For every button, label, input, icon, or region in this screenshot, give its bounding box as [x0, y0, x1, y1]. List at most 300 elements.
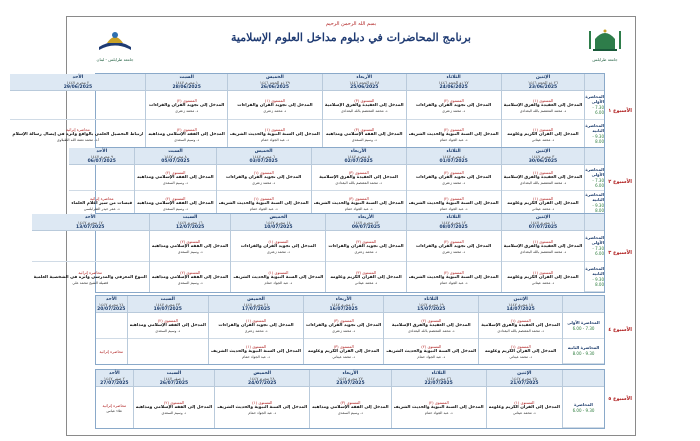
instructor-name: أ.د. محمد نعمة الله الطبلاوي [56, 137, 100, 142]
lecture-cell[interactable] [135, 165, 215, 191]
day-header [231, 214, 325, 231]
instructor-name: د. محمد المعتصم بالله البغدادي [497, 329, 544, 333]
course-title: المدخل إلى السنة النبوية والحديث الشريف [233, 274, 324, 280]
instructor-name: د. عبد الجواد حمام [439, 280, 468, 285]
logo-left-text: جامعة طرابلس - لبنان [96, 57, 134, 62]
course-title: المدخل إلى القرآن الكريم وعلومه [507, 131, 579, 137]
day-column [134, 148, 215, 216]
bismillah: بسم الله الرحمن الرحيم [325, 21, 377, 27]
day-header [209, 296, 303, 313]
lecture-cell[interactable] [228, 120, 322, 148]
lecture-cell[interactable] [502, 231, 585, 262]
gregorian-date: 26/06/2025 [260, 84, 290, 90]
lecture-cell[interactable] [217, 165, 311, 191]
course-title: المدخل إلى العقيدة والفرق الإسلامية [503, 243, 583, 249]
course-title: المدخل إلى العقيدة والفرق الإسلامية [324, 102, 404, 108]
instructor-name: د. وسيم السعدي [162, 207, 188, 211]
course-title: المدخل إلى القرآن الكريم وعلومه [330, 274, 402, 280]
lecture-cell[interactable] [323, 120, 406, 148]
hijri-date: ٢٦ ذو الحجة ١٤٤٦ [527, 79, 558, 85]
slot-column [562, 296, 604, 364]
lecture-cell[interactable] [146, 91, 226, 120]
day-header [69, 148, 134, 165]
level-label: محاضرة إثرائية [89, 196, 114, 201]
gregorian-date: 22/07/2025 [424, 380, 453, 386]
university-logo-right [581, 25, 629, 63]
instructor-name: د. عبد الجواد حمام [417, 355, 446, 359]
day-name: الأربعاء [335, 296, 352, 302]
hijri-date: ١ صفر ١٤٤٧ [163, 375, 185, 381]
day-name: الإثنين [535, 214, 551, 220]
instructor-name: د. عبد الجواد حمام [264, 280, 293, 285]
level-label: المستوى (٢) [157, 318, 178, 323]
instructor-name: د. وسيم السعدي [174, 137, 200, 142]
instructor-name: د. محمد زعتري [175, 108, 199, 113]
course-title: المدخل إلى تجويد القرآن والقراءات [218, 323, 294, 328]
slot-label [585, 231, 604, 262]
level-label: المستوى (١) [532, 126, 554, 132]
hijri-date: ٢٩ ذو الحجة ١٤٤٦ [259, 79, 290, 85]
day-name: السبت [179, 74, 194, 80]
day-header [304, 296, 383, 313]
hijri-date: ١٧ محرم ١٤٤٧ [77, 219, 103, 225]
hijri-date: ٢٧ ذو الحجة ١٤٤٦ [438, 79, 469, 85]
day-name: الإثنين [513, 296, 528, 302]
lecture-cell[interactable] [502, 91, 585, 120]
hijri-date: ٣ محرم ١٤٤٧ [531, 153, 555, 159]
gregorian-date: 19/07/2025 [153, 306, 182, 312]
instructor-name: د. وسيم السعدي [337, 411, 363, 415]
slot-label [563, 313, 604, 339]
day-column [96, 370, 133, 428]
lecture-cell[interactable] [128, 313, 208, 339]
course-title: المدخل إلى تجويد القرآن والقراءات [240, 243, 316, 249]
day-column [227, 74, 322, 148]
day-column [69, 148, 134, 216]
hijri-date: ٢٦ محرم ١٤٤٧ [426, 375, 452, 381]
level-label: المستوى (١) [532, 196, 554, 201]
day-header [407, 148, 501, 165]
course-title: المدخل إلى القرآن الكريم وعلومه [307, 349, 380, 354]
level-label: المستوى (١) [532, 170, 554, 175]
slot-time: 7.30 - 6.00 [592, 177, 604, 188]
week-table [95, 295, 605, 365]
course-title: المدخل إلى السنة النبوية والحديث الشريف [313, 201, 404, 206]
level-label: المستوى (٣) [333, 318, 354, 323]
instructor-name: د. عبد الجواد حمام [249, 207, 278, 211]
day-name: الثلاثاء [446, 74, 461, 80]
day-column [127, 296, 208, 364]
lecture-cell[interactable] [407, 165, 501, 191]
instructor-name: د. محمد زعتري [442, 181, 466, 185]
course-title: المدخل إلى السنة النبوية والحديث الشريف [408, 131, 499, 137]
gregorian-date: 15/07/2025 [417, 306, 446, 312]
day-column [501, 74, 585, 148]
lecture-cell[interactable] [96, 387, 133, 428]
instructor-name: د. محمد المعتصم بالله البغدادي [519, 181, 567, 185]
hijri-date: ٢٤ محرم ١٤٤٧ [98, 301, 124, 307]
instructor-name: د. محمد المعتصم بالله البغدادي [408, 329, 455, 333]
gregorian-date: 30/06/2025 [528, 158, 558, 164]
lecture-cell[interactable] [384, 339, 478, 364]
instructor-name: د. وسيم السعدي [177, 280, 203, 285]
instructor-name: فضيلة الشيخ محمد علي [72, 280, 109, 285]
hijri-date: ٩ محرم ١٤٤٧ [90, 153, 114, 159]
instructor-name: د. وسيم السعدي [161, 411, 187, 415]
day-header [135, 148, 215, 165]
lecture-cell[interactable] [407, 231, 501, 262]
gregorian-date: 01/07/2025 [439, 158, 468, 164]
instructor-name: د. محمد عيتاني [531, 207, 555, 211]
day-column [303, 296, 383, 364]
gregorian-date: 29/06/2025 [63, 84, 93, 90]
instructor-name: د. وسيم السعدي [177, 249, 203, 254]
course-title: المدخل إلى الفقه الإسلامي ومذاهبه [151, 274, 229, 280]
gregorian-date: 23/06/2025 [528, 84, 558, 90]
instructor-name: د. عمر حيدر الطرابلسي [83, 207, 120, 211]
day-name: الإثنين [535, 74, 551, 80]
level-label: المستوى (١) [532, 97, 554, 103]
course-title: المدخل إلى القرآن الكريم وعلومه [507, 274, 579, 280]
day-header [323, 74, 406, 91]
hijri-date: ١٦ محرم ١٤٤٧ [177, 219, 203, 225]
slot-time: 9.30 - 8.00 [592, 203, 604, 214]
course-title: المدخل إلى السنة النبوية والحديث الشريف [229, 131, 320, 137]
slot-time: 7.30 - 6.00 [572, 325, 595, 331]
gregorian-date: 14/07/2025 [506, 306, 535, 312]
lecture-cell[interactable] [96, 339, 127, 364]
hijri-date: ٢٠ محرم ١٤٤٧ [331, 301, 357, 307]
hijri-date: ١٣ محرم ١٤٤٧ [353, 219, 379, 225]
day-name: السبت [168, 148, 183, 154]
level-label: المستوى (٣) [348, 170, 369, 175]
course-title: المدخل إلى الفقه الإسلامي ومذاهبه [135, 405, 213, 410]
week-table [12, 73, 605, 149]
day-header [96, 296, 127, 313]
hijri-date: ٢٨ ذو الحجة ١٤٤٦ [349, 79, 380, 85]
instructor-name: د. محمد عيتاني [531, 280, 555, 285]
lecture-cell[interactable] [10, 120, 145, 148]
level-label: المستوى (١) [252, 400, 273, 405]
gregorian-date: 08/07/2025 [439, 224, 468, 230]
gregorian-date: 26/07/2025 [159, 380, 189, 386]
day-name: الأحد [105, 296, 117, 302]
day-name: الخميس [266, 74, 284, 80]
day-name: الأحد [108, 370, 120, 376]
lecture-cell[interactable] [215, 387, 309, 428]
level-label: المستوى (١) [253, 196, 274, 201]
lecture-cell[interactable] [312, 165, 406, 191]
hijri-date: ٢٨ محرم ١٤٤٧ [249, 375, 275, 381]
level-label: المستوى (١) [510, 344, 531, 349]
day-column [149, 214, 230, 292]
lecture-cell[interactable] [134, 387, 214, 428]
day-header [407, 214, 501, 231]
day-name: الثلاثاء [431, 370, 446, 376]
week-label: الأسبوع ٥ [608, 396, 632, 402]
instructor-name: د. محمد المعتصم بالله البغدادي [335, 181, 382, 185]
day-column [325, 214, 405, 292]
day-name: الإثنين [517, 370, 532, 376]
gregorian-date: 07/07/2025 [528, 224, 558, 230]
day-header [384, 296, 478, 313]
day-name: السبت [160, 296, 175, 302]
day-name: السبت [166, 370, 182, 376]
instructor-name: د. محمد عيتاني [332, 355, 355, 359]
level-label: محاضرة إثرائية [102, 402, 127, 408]
instructor-name: علاء عباس [106, 408, 123, 413]
day-column [216, 148, 311, 216]
lecture-cell[interactable] [407, 91, 501, 120]
day-name: الخميس [253, 370, 272, 376]
lecture-cell[interactable] [209, 339, 303, 364]
day-header [134, 370, 214, 387]
slot-label [585, 165, 604, 191]
mosque-logo-icon [585, 25, 625, 53]
level-label: محاضرة إثرائية [99, 348, 124, 354]
gregorian-date: 27/07/2025 [100, 380, 129, 386]
gregorian-date: 21/07/2025 [510, 380, 539, 386]
lecture-cell[interactable] [304, 313, 383, 339]
day-column [214, 370, 309, 428]
level-label: المستوى (١) [268, 238, 289, 244]
course-title: المدخل إلى الفقه الإسلامي ومذاهبه [148, 131, 225, 137]
slot-time: 9.30 - 8.00 [592, 133, 604, 144]
day-header [96, 370, 133, 387]
gregorian-date: 05/07/2025 [161, 158, 190, 164]
level-label: المستوى (٢) [165, 196, 186, 201]
day-column [322, 74, 406, 148]
gregorian-date: 16/07/2025 [329, 306, 358, 312]
slot-time: 9.30 - 8.00 [592, 276, 604, 287]
day-header [150, 214, 230, 231]
course-title: التنوع المعرفي والمدرسي وأثره في الشخصية العلمية [33, 274, 147, 280]
day-column [309, 370, 390, 428]
level-label: المستوى (٣) [355, 269, 377, 275]
instructor-name: د. محمد المعتصم بالله البغدادي [340, 108, 388, 113]
lecture-cell[interactable] [310, 387, 390, 428]
lecture-cell[interactable] [326, 231, 405, 262]
course-title: المدخل إلى الفقه الإسلامي ومذاهبه [137, 175, 214, 180]
day-name: الخميس [247, 296, 265, 302]
hijri-date: ١٩ محرم ١٤٤٧ [418, 301, 444, 307]
course-title: قبسات من سير أعلام العلماء [71, 201, 133, 206]
day-column [406, 214, 501, 292]
instructor-name: د. وسيم السعدي [155, 329, 181, 333]
lecture-cell[interactable] [150, 231, 230, 262]
lecture-cell[interactable] [231, 262, 325, 292]
gregorian-date: 10/07/2025 [264, 224, 293, 230]
course-title: المدخل إلى العقيدة والفرق الإسلامية [503, 175, 583, 180]
logo-right-text: جامعة طرابلس [592, 57, 618, 62]
schedule-page [12, 16, 636, 436]
day-column [96, 296, 127, 364]
page-title: برنامج المحاضرات في دبلوم مداخل العلوم الإسلامية [231, 31, 471, 44]
week-label: الأسبوع ١ [608, 108, 632, 114]
day-header [32, 214, 149, 231]
hijri-date: ١٢ محرم ١٤٤٧ [441, 219, 467, 225]
course-title: المدخل إلى العقيدة والفرق الإسلامية [481, 323, 560, 328]
slot-column [584, 214, 604, 292]
slot-name: المحاضرة الأولى [567, 319, 600, 325]
lecture-cell[interactable] [69, 165, 134, 191]
hijri-date: ٢٥ محرم ١٤٤٧ [511, 375, 537, 381]
day-header [407, 74, 501, 91]
instructor-name: د. محمد عيتاني [513, 411, 536, 415]
lecture-cell[interactable] [209, 313, 303, 339]
instructor-name: د. محمد زعتري [263, 108, 287, 113]
lecture-cell[interactable] [407, 262, 501, 292]
instructor-name: د. عبد الجواد حمام [439, 207, 468, 211]
level-label: المستوى (٣) [340, 400, 361, 405]
level-label: المستوى (١) [532, 238, 554, 244]
level-label: المستوى (١) [268, 269, 289, 275]
day-column [391, 370, 486, 428]
gregorian-date: 24/06/2025 [439, 84, 468, 90]
lecture-cell[interactable] [150, 262, 230, 292]
gregorian-date: 23/07/2025 [336, 380, 365, 386]
course-title: المدخل إلى السنة النبوية والحديث الشريف [408, 201, 499, 206]
lecture-cell[interactable] [479, 339, 562, 364]
lecture-cell[interactable] [392, 387, 486, 428]
lecture-cell[interactable] [502, 165, 585, 191]
instructor-name: د. عبد الجواد حمام [242, 355, 270, 359]
day-column [501, 148, 585, 216]
lecture-cell[interactable] [32, 262, 149, 292]
lecture-cell[interactable] [96, 313, 127, 339]
week-table [95, 369, 605, 429]
slot-name: المحاضرة الثانية [585, 265, 604, 276]
instructor-name: د. محمد زعتري [252, 181, 276, 185]
day-name: الثلاثاء [424, 296, 439, 302]
level-label: المستوى (٢) [443, 170, 464, 175]
day-header [502, 148, 585, 165]
day-header [310, 370, 390, 387]
level-label: المستوى (١) [514, 400, 535, 405]
lecture-cell[interactable] [326, 262, 405, 292]
course-title: المدخل إلى السنة النبوية والحديث الشريف [386, 349, 477, 354]
level-label: المستوى (١) [253, 170, 274, 175]
week-label: الأسبوع ٢ [608, 179, 632, 185]
week-label: الأسبوع ٤ [608, 327, 632, 333]
book-crest-icon [95, 29, 135, 53]
level-label: المستوى (٢) [165, 170, 186, 175]
lecture-cell[interactable] [487, 387, 562, 428]
day-name: الأربعاء [350, 148, 367, 154]
gregorian-date: 02/07/2025 [344, 158, 373, 164]
level-label: المستوى (١) [532, 269, 554, 275]
day-column [501, 214, 585, 292]
lecture-cell[interactable] [323, 91, 406, 120]
day-name: الأحد [96, 148, 108, 154]
course-title: المدخل إلى العقيدة والفرق الإسلامية [503, 102, 583, 108]
slot-label [585, 262, 604, 293]
level-label: المستوى (٢) [176, 126, 197, 132]
day-column [133, 370, 214, 428]
level-label: المستوى (٣) [355, 238, 377, 244]
level-label: المستوى (٣) [333, 344, 354, 349]
day-column [208, 296, 303, 364]
level-label: محاضرة إثرائية [78, 269, 103, 275]
day-header [146, 74, 226, 91]
gregorian-date: 09/07/2025 [351, 224, 381, 230]
lecture-cell[interactable] [479, 313, 562, 339]
hijri-date: ٢ صفر ١٤٤٧ [103, 375, 125, 381]
instructor-name: د. محمد زعتري [354, 249, 378, 254]
slot-name: المحاضرة الثانية [585, 192, 604, 203]
level-label: المستوى (٢) [176, 97, 197, 103]
gregorian-date: 25/06/2025 [350, 84, 379, 90]
day-column [406, 74, 501, 148]
day-name: الخميس [254, 148, 273, 154]
day-column [230, 214, 325, 292]
day-column [145, 74, 226, 148]
lecture-cell[interactable] [304, 339, 383, 364]
lecture-cell[interactable] [228, 91, 322, 120]
level-label: المستوى (٢) [421, 344, 442, 349]
day-name: الثلاثاء [446, 214, 461, 220]
hijri-date: ٦ محرم ١٤٤٧ [252, 153, 275, 159]
slot-name: المحاضرة [574, 401, 593, 407]
day-header [10, 74, 145, 91]
hijri-date: ٨ محرم ١٤٤٧ [164, 153, 187, 159]
course-title: المدخل إلى الفقه الإسلامي ومذاهبه [151, 243, 229, 249]
slot-name: المحاضرة الأولى [585, 166, 604, 177]
slot-time: 7.30 - 6.00 [592, 105, 604, 116]
lecture-cell[interactable] [384, 313, 478, 339]
slot-label [563, 339, 604, 365]
course-title: المدخل إلى تجويد القرآن والقراءات [415, 243, 492, 249]
lecture-cell[interactable] [502, 262, 585, 292]
week-table [33, 213, 605, 293]
lecture-cell[interactable] [502, 120, 585, 148]
course-title: المدخل إلى تجويد القرآن والقراءات [306, 323, 382, 328]
course-title: المدخل إلى تجويد القرآن والقراءات [415, 102, 492, 108]
day-header [128, 296, 208, 313]
level-label: المستوى (١) [245, 318, 267, 323]
lecture-cell[interactable] [128, 339, 208, 364]
level-label: المستوى (٢) [180, 269, 201, 275]
instructor-name: د. محمد المعتصم بالله البغدادي [519, 249, 567, 254]
day-header [502, 214, 585, 231]
gregorian-date: 06/07/2025 [87, 158, 116, 164]
level-label: المستوى (١) [264, 97, 285, 103]
day-column [478, 296, 562, 364]
lecture-cell[interactable] [231, 231, 325, 262]
level-label: المستوى (٢) [443, 196, 464, 201]
course-title: المدخل إلى تجويد القرآن والقراءات [415, 175, 492, 180]
instructor-name: د. عبد الجواد حمام [344, 207, 373, 211]
level-label: المستوى (٢) [428, 400, 449, 405]
hijri-date: ١١ محرم ١٤٤٧ [530, 219, 556, 225]
week-table [71, 147, 605, 217]
day-header [228, 74, 322, 91]
course-title: ارتباط التحصيل العلمي بالواقع وأثره في إيصال رسالة الإسلام [12, 131, 144, 137]
lecture-cell[interactable] [407, 120, 501, 148]
lecture-cell[interactable] [10, 91, 145, 120]
day-column [10, 74, 145, 148]
day-name: السبت [182, 214, 198, 220]
course-title: المدخل إلى الفقه الإسلامي ومذاهبه [129, 323, 207, 328]
level-label: المستوى (٢) [443, 238, 464, 244]
lecture-cell[interactable] [32, 231, 149, 262]
slot-time: 7.30 - 6.00 [592, 246, 604, 257]
slot-label [585, 120, 604, 149]
lecture-cell[interactable] [146, 120, 226, 148]
level-label: المستوى (٣) [354, 97, 375, 103]
day-header [312, 148, 406, 165]
university-logo-left [91, 29, 139, 63]
